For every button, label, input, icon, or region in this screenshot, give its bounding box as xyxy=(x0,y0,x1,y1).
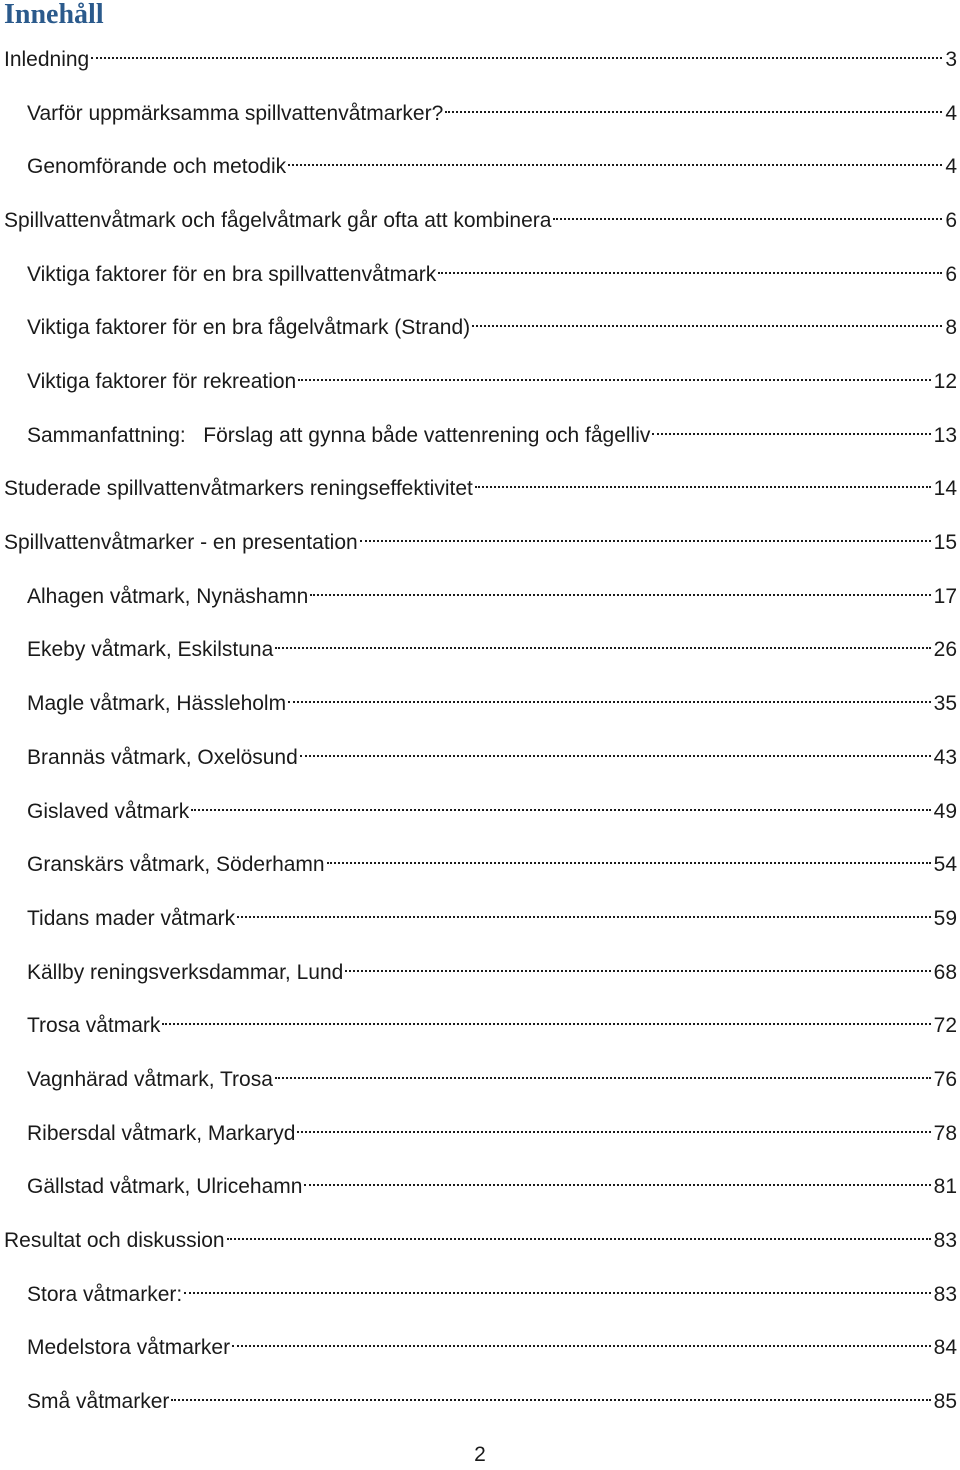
dot-leader xyxy=(227,1217,931,1247)
toc-entry-page: 26 xyxy=(933,638,957,662)
toc-entry-label: Ribersdal våtmark, Markaryd xyxy=(27,1121,296,1145)
dot-leader xyxy=(445,90,942,120)
toc-entry-sammanfattning[interactable] xyxy=(27,412,957,447)
toc-entry-label: Sammanfattning: Förslag att gynna både vattenrening och fågelliv xyxy=(27,423,651,447)
toc-entry-gislaved[interactable] xyxy=(27,788,957,823)
toc-entry-label: Alhagen våtmark, Nynäshamn xyxy=(27,584,309,608)
toc-entry-faktorer-fagel[interactable] xyxy=(27,304,957,340)
dot-leader xyxy=(288,680,931,710)
toc-entry-reningseffektivitet[interactable] xyxy=(4,465,957,501)
page-number: 2 xyxy=(474,1443,486,1466)
toc-entry-page: 54 xyxy=(933,853,957,877)
dot-leader xyxy=(288,143,942,173)
toc-entry-page: 8 xyxy=(945,316,957,340)
toc-entry-page: 15 xyxy=(933,531,957,555)
toc-entry-label: Genomförande och metodik xyxy=(27,155,287,179)
toc-entry-tidans-mader[interactable] xyxy=(27,895,957,930)
toc-entry-label: Små våtmarker xyxy=(27,1390,170,1413)
toc-entry-varfor-uppmarksamma[interactable] xyxy=(27,90,957,125)
toc-entry-page: 84 xyxy=(933,1336,957,1360)
dot-leader xyxy=(360,519,931,549)
toc-entry-label: Brannäs våtmark, Oxelösund xyxy=(27,745,298,769)
toc-entry-kombinera[interactable] xyxy=(4,197,957,233)
toc-entry-label: Resultat och diskussion xyxy=(4,1228,225,1252)
toc-entry-genomforande[interactable] xyxy=(27,143,957,179)
dot-leader xyxy=(275,1056,931,1086)
dot-leader xyxy=(472,304,942,334)
toc-entry-page: 83 xyxy=(933,1228,957,1252)
toc-entry-resultat[interactable] xyxy=(4,1217,957,1252)
toc-entry-label: Granskärs våtmark, Söderhamn xyxy=(27,853,325,877)
toc-entry-granskar[interactable] xyxy=(27,841,957,877)
dot-leader xyxy=(652,412,930,442)
dot-leader xyxy=(553,197,942,227)
dot-leader xyxy=(297,1110,930,1140)
toc-entry-page: 6 xyxy=(945,209,957,233)
toc-entry-label: Varför uppmärksamma spillvattenvåtmarker? xyxy=(27,101,444,125)
toc-entry-label: Magle våtmark, Hässleholm xyxy=(27,692,287,716)
dot-leader xyxy=(232,1324,931,1354)
toc-entry-kallby[interactable] xyxy=(27,949,957,984)
toc-entry-stora[interactable] xyxy=(27,1271,957,1306)
toc-entry-page: 68 xyxy=(933,960,957,984)
dot-leader xyxy=(162,1002,930,1032)
dot-leader xyxy=(171,1378,930,1408)
dot-leader xyxy=(191,788,930,818)
toc-entry-page: 83 xyxy=(933,1282,957,1306)
dot-leader xyxy=(184,1271,930,1301)
toc-entry-page: 3 xyxy=(945,48,957,71)
toc-entry-brannas[interactable] xyxy=(27,734,957,769)
dot-leader xyxy=(300,734,931,764)
dot-leader xyxy=(345,949,930,979)
toc-entry-page: 35 xyxy=(933,692,957,716)
toc-entry-faktorer-spillvatten[interactable] xyxy=(27,251,957,286)
toc-entry-inledning[interactable] xyxy=(4,36,957,71)
toc-entry-label: Viktiga faktorer för en bra fågelvåtmark (Strand) xyxy=(27,316,471,340)
toc-entry-page: 13 xyxy=(933,423,957,447)
toc-entry-page: 85 xyxy=(933,1390,957,1413)
toc-entry-label: Trosa våtmark xyxy=(27,1014,161,1038)
dot-leader xyxy=(91,36,942,66)
toc-entry-page: 4 xyxy=(945,155,957,179)
toc-entry-trosa[interactable] xyxy=(27,1002,957,1038)
toc-entry-page: 76 xyxy=(933,1067,957,1091)
toc-entry-label: Spillvattenvåtmarker - en presentation xyxy=(4,531,358,555)
dot-leader xyxy=(298,358,930,388)
toc-entry-label: Vagnhärad våtmark, Trosa xyxy=(27,1067,273,1091)
dot-leader xyxy=(475,465,931,495)
toc-entry-label: Källby reningsverksdammar, Lund xyxy=(27,960,344,984)
toc-entry-gallstad[interactable] xyxy=(27,1163,957,1199)
dot-leader xyxy=(438,251,942,281)
toc-entry-magle[interactable] xyxy=(27,680,957,716)
dot-leader xyxy=(275,626,930,656)
toc-entry-label: Gällstad våtmark, Ulricehamn xyxy=(27,1175,303,1199)
toc-entry-label: Tidans mader våtmark xyxy=(27,906,236,930)
toc-heading: Innehåll xyxy=(4,0,104,30)
toc-entry-page: 12 xyxy=(933,370,957,394)
toc-entry-page: 43 xyxy=(933,745,957,769)
toc-entry-vagnharad[interactable] xyxy=(27,1056,957,1091)
toc-entry-label: Medelstora våtmarker xyxy=(27,1336,231,1360)
toc-entry-label: Viktiga faktorer för en bra spillvattenvåtmark xyxy=(27,262,437,286)
toc-entry-label: Studerade spillvattenvåtmarkers reningseffektivitet xyxy=(4,477,473,501)
toc-entry-sma[interactable] xyxy=(27,1378,957,1413)
toc-entry-page: 49 xyxy=(933,799,957,823)
toc-entry-alhagen[interactable] xyxy=(27,573,957,608)
toc-entry-medelstora[interactable] xyxy=(27,1324,957,1360)
toc-entry-page: 6 xyxy=(945,262,957,286)
toc-entry-label: Gislaved våtmark xyxy=(27,799,190,823)
toc-entry-page: 17 xyxy=(933,584,957,608)
toc-entry-faktorer-rekreation[interactable] xyxy=(27,358,957,394)
toc-entry-page: 4 xyxy=(945,101,957,125)
toc-entry-page: 78 xyxy=(933,1121,957,1145)
toc-entry-page: 72 xyxy=(933,1014,957,1038)
dot-leader xyxy=(310,573,930,603)
toc-entry-page: 81 xyxy=(933,1175,957,1199)
toc-entry-page: 14 xyxy=(933,477,957,501)
toc-entry-page: 59 xyxy=(933,906,957,930)
toc-entry-ribersdal[interactable] xyxy=(27,1110,957,1145)
toc-entry-presentation[interactable] xyxy=(4,519,957,555)
toc-entry-label: Inledning xyxy=(4,48,90,71)
toc-entry-label: Stora våtmarker: xyxy=(27,1282,183,1306)
dot-leader xyxy=(237,895,931,925)
dot-leader xyxy=(327,841,931,871)
toc-entry-label: Ekeby våtmark, Eskilstuna xyxy=(27,638,274,662)
toc-entry-label: Spillvattenvåtmark och fågelvåtmark går ofta att kombinera xyxy=(4,209,552,233)
dot-leader xyxy=(304,1163,930,1193)
toc-entry-label: Viktiga faktorer för rekreation xyxy=(27,370,297,394)
toc-entry-ekeby[interactable] xyxy=(27,626,957,662)
